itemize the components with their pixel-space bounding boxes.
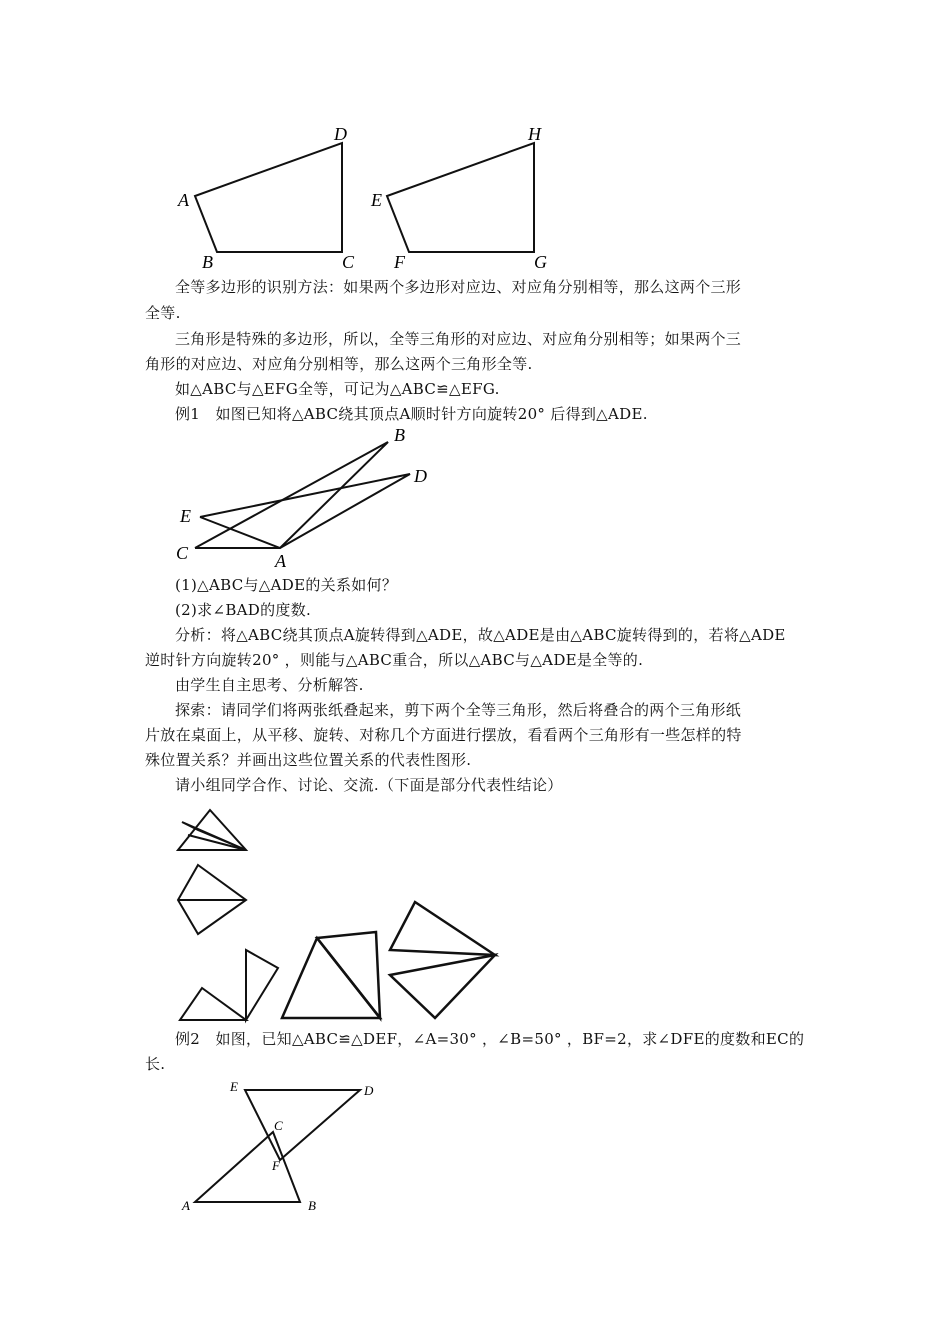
paragraph-line: 分析：将△ABC绕其顶点A旋转得到△ADE，故△ADE是由△ABC旋转得到的，若将△ADE (175, 626, 786, 644)
paragraph-line: 片放在桌面上，从平移、旋转、对称几个方面进行摆放，看看两个三角形有一些怎样的特 (145, 726, 742, 744)
label-f: F (394, 252, 405, 272)
example-2-heading: 例2 如图，已知△ABC≌△DEF，∠A=30° ，∠B=50° ，BF=2，求∠DFE的度数和EC的 (175, 1030, 805, 1048)
paragraph-line: 角形的对应边、对应角分别相等，那么这两个三角形全等. (145, 355, 533, 373)
label-a: A (178, 190, 189, 210)
paragraph-line: 殊位置关系？并画出这些位置关系的代表性图形. (145, 751, 472, 769)
paragraph-line: 三角形是特殊的多边形，所以，全等三角形的对应边、对应角分别相等；如果两个三 (175, 330, 742, 348)
triangle-ade (200, 474, 410, 548)
label-b: B (202, 252, 213, 272)
label-d: D (364, 1083, 374, 1098)
config-translation (180, 950, 278, 1020)
label-e: E (371, 190, 382, 210)
label-g: G (534, 252, 547, 272)
figure-configurations (170, 800, 510, 1030)
triangle-abc (195, 442, 388, 548)
paragraph-line: 逆时针方向旋转20° ，则能与△ABC重合，所以△ABC与△ADE是全等的. (145, 651, 644, 669)
label-b: B (308, 1198, 316, 1213)
triangle-def (245, 1090, 360, 1160)
figure-quadrilaterals (170, 120, 570, 275)
paragraph-line: 全等. (145, 304, 181, 322)
config-shared-vertex (390, 902, 495, 1018)
label-c: C (176, 543, 189, 563)
config-rotation-nested (282, 932, 380, 1018)
label-h: H (528, 124, 541, 144)
label-b: B (394, 425, 405, 445)
label-f: F (272, 1158, 280, 1173)
label-c: C (274, 1118, 283, 1133)
label-a: A (182, 1198, 190, 1213)
label-a: A (275, 551, 286, 571)
example-1-heading: 例1 如图已知将△ABC绕其顶点A顺时针方向旋转20° 后得到△ADE. (175, 405, 648, 423)
label-e: E (180, 506, 191, 526)
question-2: (2)求∠BAD的度数. (175, 601, 312, 619)
paragraph-line: 探索：请同学们将两张纸叠起来，剪下两个全等三角形，然后将叠合的两个三角形纸 (175, 701, 742, 719)
quadrilateral-abcd (195, 143, 342, 252)
question-1: (1)△ABC与△ADE的关系如何？ (175, 576, 398, 594)
config-rotation-overlap (178, 810, 246, 850)
paragraph-line: 全等多边形的识别方法：如果两个多边形对应边、对应角分别相等，那么这两个三形 (175, 278, 742, 296)
paragraph-line: 请小组同学合作、讨论、交流.（下面是部分代表性结论） (175, 776, 563, 794)
label-d: D (334, 124, 347, 144)
triangle-abc-ex2 (195, 1132, 300, 1202)
paragraph-line: 长. (145, 1055, 166, 1073)
label-c: C (342, 252, 355, 272)
config-reflection (178, 865, 246, 934)
label-d: D (414, 466, 427, 486)
paragraph-line: 如△ABC与△EFG全等，可记为△ABC≌△EFG. (175, 380, 500, 398)
figure-rotation (170, 422, 450, 572)
paragraph-line: 由学生自主思考、分析解答. (175, 676, 364, 694)
quadrilateral-efgh (387, 143, 534, 252)
figure-example-2 (170, 1072, 390, 1217)
label-e: E (230, 1079, 238, 1094)
